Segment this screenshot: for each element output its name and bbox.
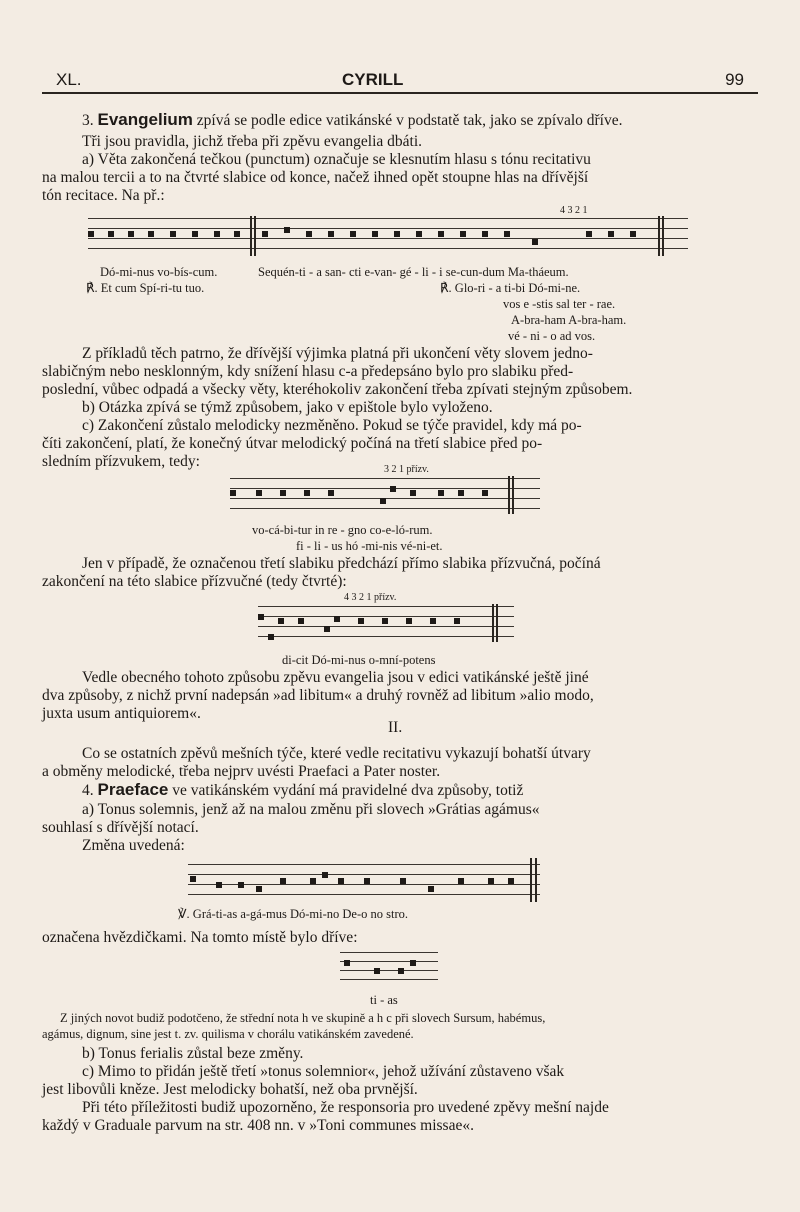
lyric-line: vo-cá-bi-tur in re - gno co-e-ló-rum. xyxy=(252,523,433,537)
footnote-line: agámus, dignum, sine jest t. zv. quilisma v chorálu vatikánském zavedené. xyxy=(42,1027,414,1041)
text-line: Při této příležitosti budiž upozorněno, že responsoria pro uvedené zpěvy mešní najde xyxy=(82,1099,609,1116)
lyric-line: Dó-mi-nus vo-bís-cum. xyxy=(100,265,218,279)
section-3-heading xyxy=(82,110,622,131)
text-line: zpívá se podle edice vatikánské v podstatě tak, jako se zpívalo dříve. xyxy=(196,112,623,129)
text-line: jest libovůli kněze. Jest melodicky bohatší, než oba prvnější. xyxy=(42,1081,418,1098)
text-line: Z příkladů těch patrno, že dřívější výjimka platná při ukončení věty slovem jedno- xyxy=(82,345,593,362)
text-line: juxta usum antiquiorem«. xyxy=(42,705,201,722)
chant-staff xyxy=(340,952,438,988)
page-number: 99 xyxy=(725,70,744,89)
text-line: dva způsoby, z nichž první nadepsán »ad libitum« a druhý rovněž ad libitum »alio modo, xyxy=(42,687,594,704)
lyric-line: ℟. Glo-ri - a ti-bi Dó-mi-ne. xyxy=(440,281,581,295)
chant-staff xyxy=(188,864,540,904)
section-4-heading xyxy=(82,780,523,801)
text-line: souhlasí s dřívější notací. xyxy=(42,819,199,836)
section-title: Praeface xyxy=(97,780,169,799)
text-line: ve vatikánském vydání má pravidelné dva způsoby, totiž xyxy=(172,782,524,799)
text-line: c) Mimo to přidán ještě třetí »tonus solemnior«, jehož užívání zůstaveno však xyxy=(82,1063,565,1080)
text-line: a) Věta zakončená tečkou (punctum) označuje se klesnutím hlasu s tónu recitativu xyxy=(82,151,591,168)
text-line: Jen v případě, že označenou třetí slabiku předchází přímo slabika přízvučná, počíná xyxy=(82,555,601,572)
lyric-line: vos e -stis sal ter - rae. xyxy=(503,297,616,311)
text-line: a obměny melodické, třeba nejprv uvésti Praefaci a Pater noster. xyxy=(42,763,441,780)
text-line: b) Tonus ferialis zůstal beze změny. xyxy=(82,1045,304,1062)
text-line: Tři jsou pravidla, jichž třeba při zpěvu evangelia dbáti. xyxy=(82,133,423,150)
text-line: zakončení na této slabice přízvučné (tedy čtvrté): xyxy=(42,573,347,590)
lyric-line: Sequén-ti - a san- cti e-van- gé - li - i se-cun-dum Ma-tháeum. xyxy=(258,265,569,279)
text-line: poslední, vůbec odpadá a všecky věty, kteréhokoliv zakončení třeba zpívati stejným způsobem. xyxy=(42,381,633,398)
text-line: slabičným nebo nesklonným, kdy snížení hlasu c-a předepsáno bylo pro slabiku před- xyxy=(42,363,574,380)
running-header xyxy=(42,70,758,92)
text-line: a) Tonus solemnis, jenž až na malou změnu při slovech »Grátias agámus« xyxy=(82,801,540,818)
section-number: 4. xyxy=(82,782,94,799)
header-rule xyxy=(42,92,758,94)
running-title: CYRILL xyxy=(342,70,404,89)
chant-staff xyxy=(88,218,688,260)
lyric-line: ℣. Grá-ti-as a-gá-mus Dó-mi-no De-o no stro. xyxy=(178,907,409,921)
text-line: každý v Graduale parvum na str. 408 nn. v »Toni communes missae«. xyxy=(42,1117,474,1134)
chant-staff xyxy=(230,478,540,518)
lyric-line: fi - li - us hó -mi-nis vé-ni-et. xyxy=(296,539,443,553)
section-number: 3. xyxy=(82,112,94,129)
lyric-line: vé - ni - o ad vos. xyxy=(508,329,596,343)
chant-staff xyxy=(258,606,514,646)
text-line: číti zakončení, platí, že konečný útvar melodický počíná na třetí slabice před po- xyxy=(42,435,543,452)
syllable-count-labels: 4 3 2 1 přízv. xyxy=(344,592,397,603)
text-line: Co se ostatních zpěvů mešních týče, které vedle recitativu vykazují bohatší útvary xyxy=(82,745,591,762)
section-roman-numeral: II. xyxy=(388,719,403,736)
lyric-line: A-bra-ham A-bra-ham. xyxy=(511,313,627,327)
syllable-count-labels: 3 2 1 přízv. xyxy=(384,464,429,475)
text-line: tón recitace. Na př.: xyxy=(42,187,165,204)
section-title: Evangelium xyxy=(97,110,193,129)
text-line: sledním přízvukem, tedy: xyxy=(42,453,200,470)
syllable-count-labels: 4 3 2 1 xyxy=(560,205,588,216)
lyric-line: ti - as xyxy=(370,993,398,1007)
chapter-number: XL. xyxy=(56,70,82,89)
text-line: na malou tercii a to na čtvrté slabice od konce, načež ihned opět stoupne hlas na dřívější xyxy=(42,169,589,186)
text-line: Vedle obecného tohoto způsobu zpěvu evangelia jsou v edici vatikánské ještě jiné xyxy=(82,669,589,686)
text-line: c) Zakončení zůstalo melodicky nezměněno. Pokud se týče pravidel, kdy má po- xyxy=(82,417,582,434)
text-line: Změna uvedená: xyxy=(82,837,185,854)
text-line: b) Otázka zpívá se týmž způsobem, jako v epištole bylo vyloženo. xyxy=(82,399,493,416)
lyric-line: ℟. Et cum Spí-ri-tu tuo. xyxy=(86,281,205,295)
footnote-line: Z jiných novot budiž podotčeno, že střední nota h ve skupině a h c při slovech Sursum, habémus, xyxy=(60,1011,546,1025)
lyric-line: di-cit Dó-mi-nus o-mní-potens xyxy=(282,653,436,667)
text-line: označena hvězdičkami. Na tomto místě bylo dříve: xyxy=(42,929,358,946)
